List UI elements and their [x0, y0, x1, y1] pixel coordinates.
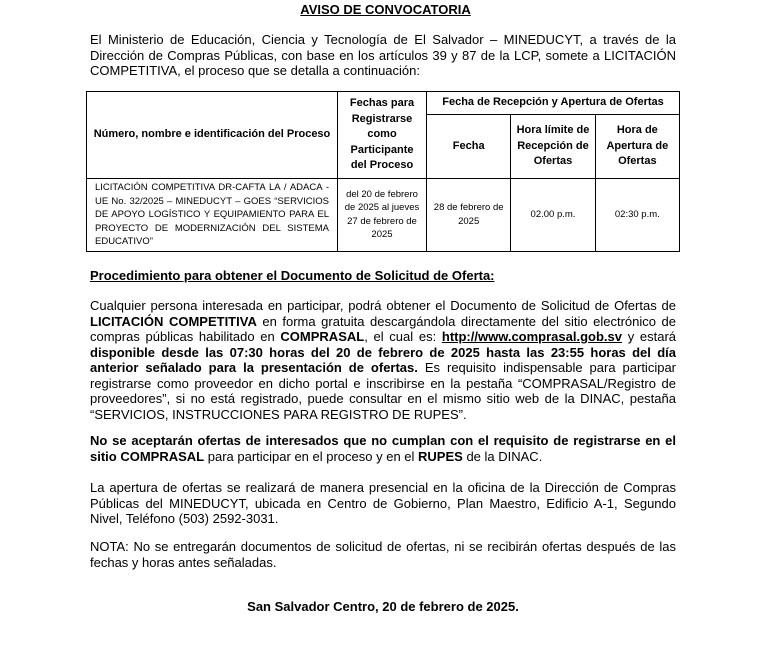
warning-paragraph: No se aceptarán ofertas de interesados que no cumplan con el requisito de registrarse en el sitio COMPRASAL para participar en el proceso y en el RUPES de la DINAC.	[90, 433, 676, 464]
cell-opening-time: 02:30 p.m.	[595, 179, 679, 252]
page-title: AVISO DE CONVOCATORIA	[300, 2, 471, 17]
opening-paragraph: La apertura de ofertas se realizará de manera presencial en la oficina de la Dirección de Compras Públicas del MINEDUCYT, ubicada en Centro de Gobierno, Plan Maestro, Edificio A-1, Segundo Nivel, Teléfono (503) 2592-3031.	[90, 480, 676, 526]
table-row	[87, 179, 680, 252]
process-table	[86, 91, 680, 252]
intro-paragraph: El Ministerio de Educación, Ciencia y Tecnología de El Salvador – MINEDUCYT, a través de la Dirección de Compras Públicas, con base en los artículos 39 y 87 de la LCP, somete a LICITACIÓN COMPETITIVA, el proceso que se detalla a continuación:	[90, 32, 676, 78]
comprasal-link[interactable]: http://www.comprasal.gob.sv	[441, 329, 622, 344]
procedure-paragraph: Cualquier persona interesada en participar, podrá obtener el Documento de Solicitud de Ofertas de LICITACIÓN COMPETITIVA en forma gratuita descargándola directamente del sitio electrónico de compras públicas habilitado en COMPRASAL, el cual es: http://www.comprasal.gob.sv y estará disponible desde las 07:30 horas del 20 de febrero de 2025 hasta las 23:55 horas del día anterior señalado para la presentación de ofertas. Es requisito indispensable para participar registrarse como proveedor en dicho portal e inscribirse en la pestaña “COMPRASAL/Registro de proveedores”, si no está registrado, puede consultar en el mismo sitio web de la DINAC, pestaña “SERVICIOS, INSTRUCCIONES PARA REGISTRO DE RUPES”.	[90, 298, 677, 422]
header-process-name: Número, nombre e identificación del Proceso	[87, 92, 338, 179]
header-opening-time: Hora de Apertura de Ofertas	[595, 114, 679, 178]
cell-registration-dates: del 20 de febrero de 2025 al jueves 27 de febrero de 2025	[338, 179, 427, 252]
cell-deadline-time: 02.00 p.m.	[511, 179, 595, 252]
header-reception-group: Fecha de Recepción y Apertura de Ofertas	[427, 92, 680, 115]
note-paragraph: NOTA: No se entregarán documentos de solicitud de ofertas, ni se recibirán ofertas después de las fechas y horas antes señaladas.	[90, 539, 676, 570]
cell-process-name: LICITACIÓN COMPETITIVA DR-CAFTA LA / ADACA - UE No. 32/2025 – MINEDUCYT – GOES “SERVICIOS DE APOYO LOGÍSTICO Y EQUIPAMIENTO PARA EL PROYECTO DE MODERNIZACIÓN DEL SISTEMA EDUCATIVO”	[87, 179, 338, 252]
header-deadline-time: Hora límite de Recepción de Ofertas	[511, 114, 595, 178]
header-date: Fecha	[427, 114, 511, 178]
procedure-heading: Procedimiento para obtener el Documento de Solicitud de Oferta:	[90, 268, 495, 283]
header-registration-dates: Fechas para Registrarse como Participante del Proceso	[338, 92, 427, 179]
signature-line: San Salvador Centro, 20 de febrero de 2025.	[247, 599, 519, 614]
cell-date: 28 de febrero de 2025	[427, 179, 511, 252]
